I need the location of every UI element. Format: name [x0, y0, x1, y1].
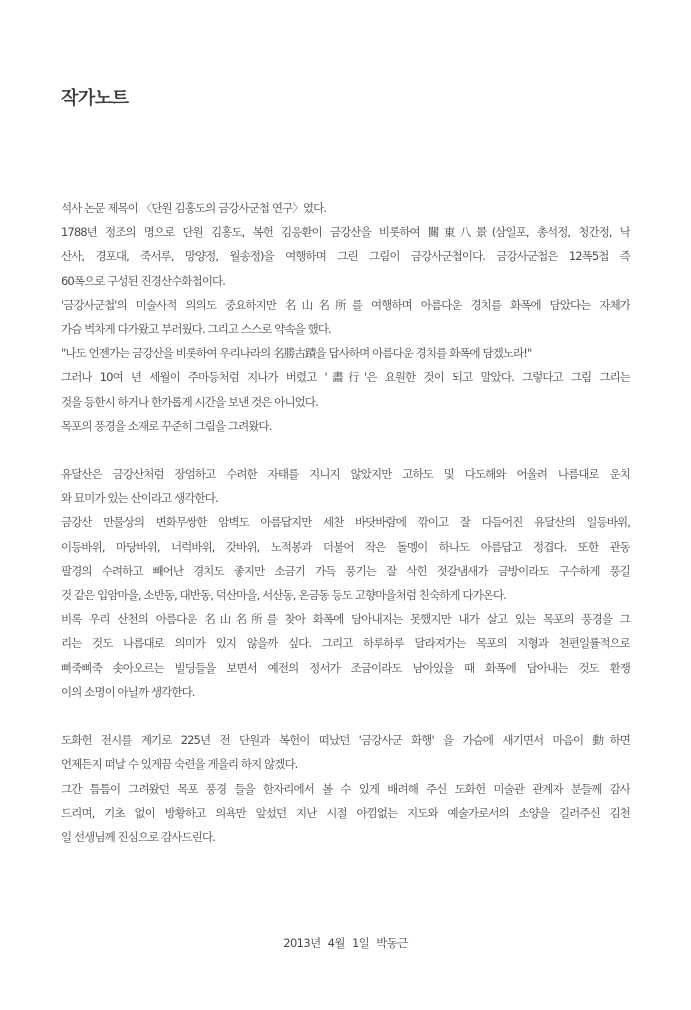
text-line: 가슴 벅차게 다가왔고 부러웠다. 그리고 스스로 약속을 했다. — [61, 321, 331, 336]
page-title: 작가노트 — [61, 88, 129, 109]
text-line: 것을 등한시 하거나 한가롭게 시간을 보낸 것은 아니었다. — [61, 394, 318, 409]
text-line: 1788년 정조의 명으로 단원 김홍도, 복헌 김응환이 금강산을 비롯하여 關東八景(삼일포, 총석정, 청간정, 낙 — [61, 225, 630, 240]
text-line: 팔경의 수려하고 빼어난 경치도 좋지만 소금기 가득 풍기는 잘 삭힌 젓갈냄새가 금방이라도 구수하게 풍길 — [61, 563, 630, 578]
paragraph-1 — [61, 196, 630, 438]
text-line: 이등바위, 마당바위, 너럭바위, 갓바위, 노적봉과 더불어 작은 돌멩이 하나도 아름답고 정겹다. 또한 관동 — [61, 539, 630, 554]
paragraph-3 — [61, 728, 630, 849]
text-line: 리는 것도 나름대로 의미가 있지 않을까 싶다. 그리고 하루하루 달라져가는 목포의 지형과 천편일률적으로 — [61, 636, 630, 651]
text-line: 목포의 풍경을 소재로 꾸준히 그림을 그려왔다. — [61, 418, 272, 433]
text-line: 그러나 10여 년 세월이 주마등처럼 지나가 버렸고 '畵行'은 요원한 것이 되고 말았다. 그렇다고 그림 그리는 — [61, 370, 630, 385]
paragraph-gap — [61, 438, 630, 462]
paragraph-gap — [61, 704, 630, 728]
text-line: 언제든지 떠날 수 있게끔 숙련을 게을리 하지 않겠다. — [61, 757, 298, 772]
text-line: 이의 소명이 아닐까 생각한다. — [61, 684, 195, 699]
text-line: 60폭으로 구성된 진경산수화첩이다. — [61, 273, 226, 288]
text-line: 산사, 경포대, 죽서루, 망양정, 월송정)을 여행하며 그린 그림이 금강사군첩이다. 금강사군첩은 12폭5첩 즉 — [61, 249, 630, 264]
text-line: 유달산은 금강산처럼 장엄하고 수려한 자태를 지니지 않았지만 고하도 및 다도해와 어울려 나름대로 운치 — [61, 467, 630, 482]
body-text — [61, 196, 630, 849]
text-line: 와 묘미가 있는 산이라고 생각한다. — [61, 491, 218, 506]
paragraph-2 — [61, 462, 630, 704]
text-line: 것 같은 입암마을, 소반동, 대반동, 덕산마을, 서산동, 온금동 등도 고향마을처럼 친숙하게 다가온다. — [61, 588, 506, 602]
text-line: 석사 논문 제목이 〈단원 김홍도의 금강사군첩 연구〉였다. — [61, 201, 327, 215]
text-line: 드리며, 기초 없이 방황하고 의욕만 앞섰던 지난 시절 아낌없는 지도와 예술가로서의 소양을 길러주신 김천 — [61, 805, 630, 820]
text-line: 그간 틈틈이 그려왔던 목포 풍경 들을 한자리에서 볼 수 있게 배려해 주신 도화헌 미술관 관계자 분들께 감사 — [61, 781, 630, 796]
text-line: 금강산 만물상의 변화무쌍한 암벽도 아름답지만 세찬 바닷바람에 깎이고 잘 다듬어진 유달산의 일등바위, — [61, 515, 630, 530]
text-line: 삐죽삐죽 솟아오르는 빌딩들을 보면서 예전의 정서가 조금이라도 남아있을 때 화폭에 담아내는 것도 환쟁 — [61, 660, 630, 675]
signature-date-author: 2013년 4월 1일 박동근 — [283, 936, 408, 950]
text-line: 일 선생님께 진심으로 감사드린다. — [61, 829, 215, 844]
text-line: 비록 우리 산천의 아름다운 名山名所를 찾아 화폭에 담아내지는 못했지만 내가 살고 있는 목포의 풍경을 그 — [61, 612, 630, 627]
text-line: "나도 언젠가는 금강산을 비롯하여 우리나라의 名勝古蹟을 답사하며 아름다운 경치를 화폭에 담겠노라!" — [61, 346, 532, 361]
text-line: 도화헌 전시를 계기로 225년 전 단원과 복헌이 떠났던 '금강사군 화행' 을 가슴에 새기면서 마음이 動하면 — [61, 733, 630, 748]
text-line: '금강사군첩'의 미술사적 의의도 중요하지만 名山名所를 여행하며 아름다운 경치를 화폭에 담았다는 자체가 — [61, 297, 630, 312]
